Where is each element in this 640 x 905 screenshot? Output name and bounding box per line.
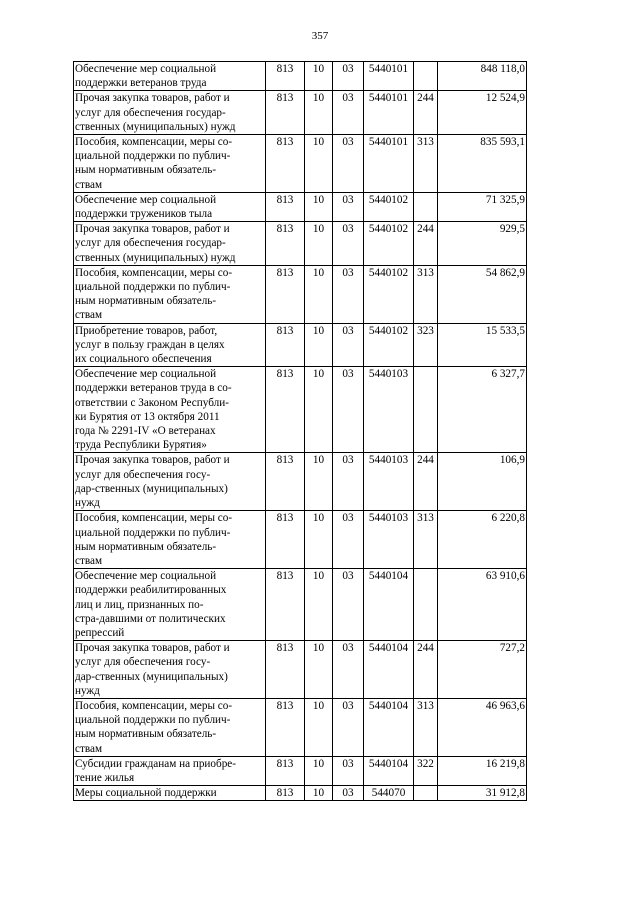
row-name-cell: [74, 786, 266, 801]
section-cell: 10: [305, 91, 333, 135]
grbs-cell: 813: [266, 453, 305, 511]
row-name-line: поддержки ветеранов труда в со-: [75, 382, 232, 395]
amount-cell: 63 910,6: [438, 569, 527, 641]
table-row: [74, 569, 527, 641]
table-row: [74, 453, 527, 511]
row-name-line: Пособия, компенсации, меры со-: [75, 136, 233, 149]
row-name-line: дар-ственных (муниципальных): [75, 482, 228, 495]
expense-type-cell: [414, 786, 438, 801]
row-name-line: ствам: [75, 742, 103, 755]
target-article-cell: 5440104: [364, 641, 414, 699]
table-row: [74, 641, 527, 699]
budget-table: [73, 61, 527, 801]
row-name-line: лиц и лиц, признанных по-: [75, 598, 204, 611]
grbs-cell: 813: [266, 569, 305, 641]
row-name-line: циальной поддержки по публич-: [75, 714, 231, 727]
table-row: [74, 511, 527, 569]
row-name-line: стра-давшими от политических: [75, 612, 226, 625]
row-name-line: ным нормативным обязатель-: [75, 295, 217, 308]
row-name-cell: [74, 135, 266, 193]
subsection-cell: 03: [333, 756, 364, 785]
table-row: [74, 756, 527, 785]
subsection-cell: 03: [333, 641, 364, 699]
row-name-line: ственных (муниципальных) нужд: [75, 120, 236, 133]
row-name-line: ным нормативным обязатель-: [75, 164, 217, 177]
row-name-line: репрессий: [75, 626, 125, 639]
amount-cell: 6 220,8: [438, 511, 527, 569]
grbs-cell: 813: [266, 222, 305, 266]
section-cell: 10: [305, 323, 333, 367]
row-name-cell: [74, 265, 266, 323]
subsection-cell: 03: [333, 222, 364, 266]
amount-cell: 54 862,9: [438, 265, 527, 323]
row-name-cell: [74, 192, 266, 221]
grbs-cell: 813: [266, 91, 305, 135]
row-name-line: ки Бурятия от 13 октября 2011: [75, 410, 220, 423]
amount-cell: 46 963,6: [438, 698, 527, 756]
table-row: [74, 62, 527, 91]
target-article-cell: 5440103: [364, 511, 414, 569]
grbs-cell: 813: [266, 756, 305, 785]
section-cell: 10: [305, 756, 333, 785]
row-name-line: циальной поддержки по публич-: [75, 526, 231, 539]
expense-type-cell: 244: [414, 91, 438, 135]
amount-cell: 15 533,5: [438, 323, 527, 367]
row-name-cell: [74, 511, 266, 569]
row-name-line: года № 2291-IV «О ветеранах: [75, 425, 216, 438]
subsection-cell: 03: [333, 265, 364, 323]
section-cell: 10: [305, 698, 333, 756]
page-number: 357: [311, 30, 329, 42]
amount-cell: 929,5: [438, 222, 527, 266]
grbs-cell: 813: [266, 265, 305, 323]
row-name-cell: [74, 641, 266, 699]
row-name-line: Обеспечение мер социальной: [75, 193, 217, 206]
subsection-cell: 03: [333, 569, 364, 641]
row-name-line: услуг для обеспечения государ-: [75, 237, 226, 250]
row-name-cell: [74, 222, 266, 266]
row-name-cell: [74, 367, 266, 453]
grbs-cell: 813: [266, 367, 305, 453]
grbs-cell: 813: [266, 62, 305, 91]
subsection-cell: 03: [333, 192, 364, 221]
row-name-line: Приобретение товаров, работ,: [75, 324, 218, 337]
target-article-cell: 5440102: [364, 265, 414, 323]
table-row: [74, 367, 527, 453]
row-name-line: ствам: [75, 178, 103, 191]
row-name-line: Прочая закупка товаров, работ и: [75, 92, 230, 105]
target-article-cell: 5440101: [364, 135, 414, 193]
target-article-cell: 5440102: [364, 222, 414, 266]
grbs-cell: 813: [266, 786, 305, 801]
section-cell: 10: [305, 453, 333, 511]
subsection-cell: 03: [333, 698, 364, 756]
subsection-cell: 03: [333, 91, 364, 135]
subsection-cell: 03: [333, 367, 364, 453]
row-name-line: ответствии с Законом Республи-: [75, 396, 229, 409]
row-name-line: тение жилья: [75, 771, 135, 784]
row-name-line: Прочая закупка товаров, работ и: [75, 223, 230, 236]
table-row: [74, 323, 527, 367]
target-article-cell: 5440104: [364, 698, 414, 756]
grbs-cell: 813: [266, 641, 305, 699]
row-name-line: Пособия, компенсации, меры со-: [75, 512, 233, 525]
expense-type-cell: [414, 192, 438, 221]
row-name-line: их социального обеспечения: [75, 353, 212, 366]
expense-type-cell: 313: [414, 511, 438, 569]
row-name-line: поддержки реабилитированных: [75, 584, 227, 597]
row-name-line: Обеспечение мер социальной: [75, 570, 217, 583]
row-name-cell: [74, 62, 266, 91]
expense-type-cell: 322: [414, 756, 438, 785]
expense-type-cell: 244: [414, 641, 438, 699]
section-cell: 10: [305, 222, 333, 266]
subsection-cell: 03: [333, 511, 364, 569]
row-name-line: Субсидии гражданам на приобре-: [75, 757, 236, 770]
row-name-line: поддержки тружеников тыла: [75, 208, 213, 221]
grbs-cell: 813: [266, 698, 305, 756]
row-name-cell: [74, 569, 266, 641]
expense-type-cell: 313: [414, 698, 438, 756]
amount-cell: 106,9: [438, 453, 527, 511]
target-article-cell: 5440104: [364, 569, 414, 641]
row-name-line: Обеспечение мер социальной: [75, 368, 217, 381]
amount-cell: 727,2: [438, 641, 527, 699]
row-name-line: нужд: [75, 497, 100, 510]
table-row: [74, 91, 527, 135]
expense-type-cell: 244: [414, 453, 438, 511]
amount-cell: 31 912,8: [438, 786, 527, 801]
expense-type-cell: [414, 569, 438, 641]
grbs-cell: 813: [266, 135, 305, 193]
section-cell: 10: [305, 569, 333, 641]
row-name-line: поддержки ветеранов труда: [75, 77, 207, 90]
row-name-line: дар-ственных (муниципальных): [75, 670, 228, 683]
section-cell: 10: [305, 265, 333, 323]
grbs-cell: 813: [266, 323, 305, 367]
target-article-cell: 544070: [364, 786, 414, 801]
expense-type-cell: [414, 367, 438, 453]
row-name-line: ствам: [75, 554, 103, 567]
expense-type-cell: 244: [414, 222, 438, 266]
row-name-line: услуг для обеспечения госу-: [75, 656, 211, 669]
row-name-cell: [74, 756, 266, 785]
target-article-cell: 5440104: [364, 756, 414, 785]
target-article-cell: 5440102: [364, 323, 414, 367]
subsection-cell: 03: [333, 323, 364, 367]
row-name-line: ным нормативным обязатель-: [75, 728, 217, 741]
target-article-cell: 5440103: [364, 453, 414, 511]
row-name-line: Меры социальной поддержки: [75, 787, 217, 800]
section-cell: 10: [305, 192, 333, 221]
row-name-line: услуг для обеспечения госу-: [75, 468, 211, 481]
section-cell: 10: [305, 641, 333, 699]
expense-type-cell: 313: [414, 135, 438, 193]
expense-type-cell: 323: [414, 323, 438, 367]
section-cell: 10: [305, 511, 333, 569]
grbs-cell: 813: [266, 511, 305, 569]
row-name-line: услуг в пользу граждан в целях: [75, 338, 225, 351]
amount-cell: 848 118,0: [438, 62, 527, 91]
row-name-line: циальной поддержки по публич-: [75, 281, 231, 294]
row-name-cell: [74, 453, 266, 511]
table-row: [74, 265, 527, 323]
section-cell: 10: [305, 135, 333, 193]
grbs-cell: 813: [266, 192, 305, 221]
row-name-line: циальной поддержки по публич-: [75, 150, 231, 163]
row-name-line: ным нормативным обязатель-: [75, 540, 217, 553]
target-article-cell: 5440101: [364, 62, 414, 91]
row-name-cell: [74, 323, 266, 367]
table-row: [74, 222, 527, 266]
target-article-cell: 5440102: [364, 192, 414, 221]
row-name-line: Прочая закупка товаров, работ и: [75, 454, 230, 467]
expense-type-cell: [414, 62, 438, 91]
amount-cell: 16 219,8: [438, 756, 527, 785]
row-name-line: Обеспечение мер социальной: [75, 63, 217, 75]
subsection-cell: 03: [333, 62, 364, 91]
row-name-line: Пособия, компенсации, меры со-: [75, 699, 233, 712]
amount-cell: 6 327,7: [438, 367, 527, 453]
subsection-cell: 03: [333, 786, 364, 801]
section-cell: 10: [305, 786, 333, 801]
table-row: [74, 135, 527, 193]
table-row: [74, 698, 527, 756]
target-article-cell: 5440103: [364, 367, 414, 453]
row-name-line: Прочая закупка товаров, работ и: [75, 642, 230, 655]
table-row: [74, 786, 527, 801]
row-name-line: Пособия, компенсации, меры со-: [75, 266, 233, 279]
target-article-cell: 5440101: [364, 91, 414, 135]
row-name-line: ственных (муниципальных) нужд: [75, 251, 236, 264]
section-cell: 10: [305, 62, 333, 91]
row-name-line: услуг для обеспечения государ-: [75, 106, 226, 119]
subsection-cell: 03: [333, 453, 364, 511]
row-name-cell: [74, 91, 266, 135]
amount-cell: 71 325,9: [438, 192, 527, 221]
table-row: [74, 192, 527, 221]
section-cell: 10: [305, 367, 333, 453]
row-name-cell: [74, 698, 266, 756]
row-name-line: труда Республики Бурятия»: [75, 439, 207, 452]
subsection-cell: 03: [333, 135, 364, 193]
row-name-line: нужд: [75, 684, 100, 697]
row-name-line: ствам: [75, 309, 103, 322]
amount-cell: 12 524,9: [438, 91, 527, 135]
expense-type-cell: 313: [414, 265, 438, 323]
amount-cell: 835 593,1: [438, 135, 527, 193]
